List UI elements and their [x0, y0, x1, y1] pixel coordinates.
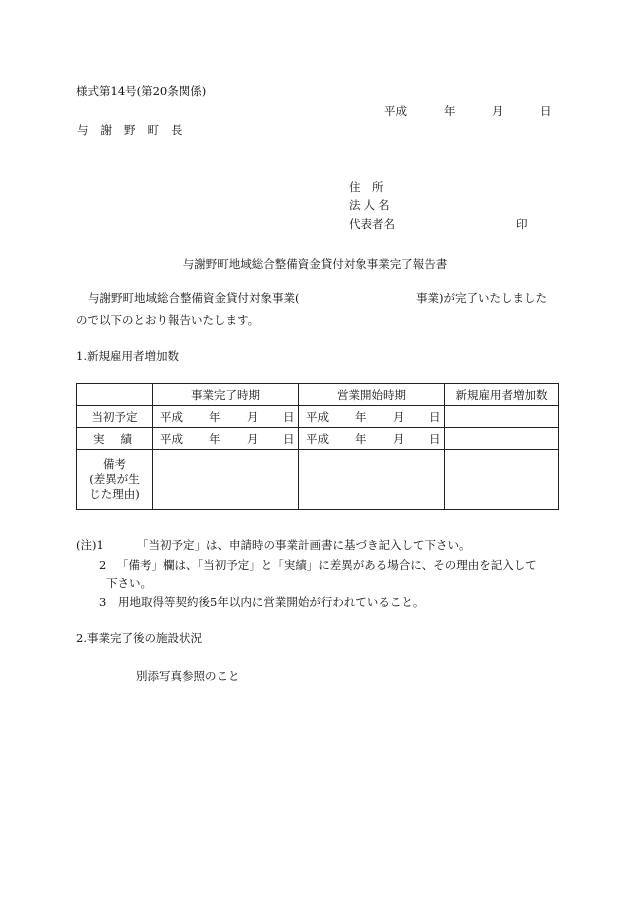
- header-new-employees: 新規雇用者増加数: [445, 384, 559, 406]
- remarks-opening: [299, 450, 445, 510]
- document-title: 与謝野町地域総合整備資金貸付対象事業完了報告書: [182, 257, 448, 271]
- row-label-actual: 実績: [77, 428, 153, 450]
- section1-heading: 1.新規雇用者増加数: [76, 349, 179, 363]
- header-completion-time: 事業完了時期: [153, 384, 299, 406]
- table-row: [77, 428, 559, 450]
- body-line1-start: 与謝野町地域総合整備資金貸付対象事業(: [88, 291, 300, 305]
- date-year: 年: [444, 104, 456, 118]
- representative-label: 代表者名: [349, 217, 395, 231]
- table-row-remarks: [77, 450, 559, 510]
- note1-mark: (注)1: [76, 538, 104, 552]
- table-row: [77, 406, 559, 428]
- date-day: 日: [540, 104, 552, 118]
- body-line2: ので以下のとおり報告いたします。: [76, 313, 260, 327]
- corporation-label: 法人名: [349, 198, 393, 212]
- addressee: 与謝野町長: [77, 123, 195, 137]
- table-corner-cell: [77, 384, 153, 406]
- table-header-row: [77, 384, 559, 406]
- employment-table: [76, 383, 559, 510]
- address-label: 住 所: [349, 180, 384, 194]
- header-opening-time: 営業開始時期: [299, 384, 445, 406]
- date-era: 平成: [384, 104, 407, 118]
- note2-mark: 2: [99, 558, 107, 572]
- planned-new-employees: [445, 406, 559, 428]
- date-month: 月: [492, 104, 504, 118]
- actual-new-employees: [445, 428, 559, 450]
- seal-mark: 印: [516, 217, 528, 231]
- note3-text: 用地取得等契約後5年以内に営業開始が行われていること。: [118, 595, 425, 609]
- note1-text: 「当初予定」は、申請時の事業計画書に基づき記入して下さい。: [137, 538, 471, 552]
- actual-completion-date: 平成 年 月 日: [153, 428, 299, 450]
- note3-mark: 3: [99, 595, 107, 609]
- planned-completion-date: 平成 年 月 日: [153, 406, 299, 428]
- actual-opening-date: 平成 年 月 日: [299, 428, 445, 450]
- note2-text: 「備考」欄は、「当初予定」と「実績」に差異がある場合に、その理由を記入して: [117, 558, 537, 572]
- section2-content: 別添写真参照のこと: [136, 669, 240, 683]
- row-label-planned: 当初予定: [77, 406, 153, 428]
- body-line1-end: 事業)が完了いたしました: [416, 291, 547, 305]
- section2-heading: 2.事業完了後の施設状況: [76, 631, 202, 645]
- note2-continuation: 下さい。: [106, 576, 152, 590]
- remarks-employees: [445, 450, 559, 510]
- remarks-completion: [153, 450, 299, 510]
- planned-opening-date: 平成 年 月 日: [299, 406, 445, 428]
- remarks-label: 備考 (差異が生 じた理由): [77, 450, 153, 510]
- form-number: 様式第14号(第20条関係): [76, 84, 207, 98]
